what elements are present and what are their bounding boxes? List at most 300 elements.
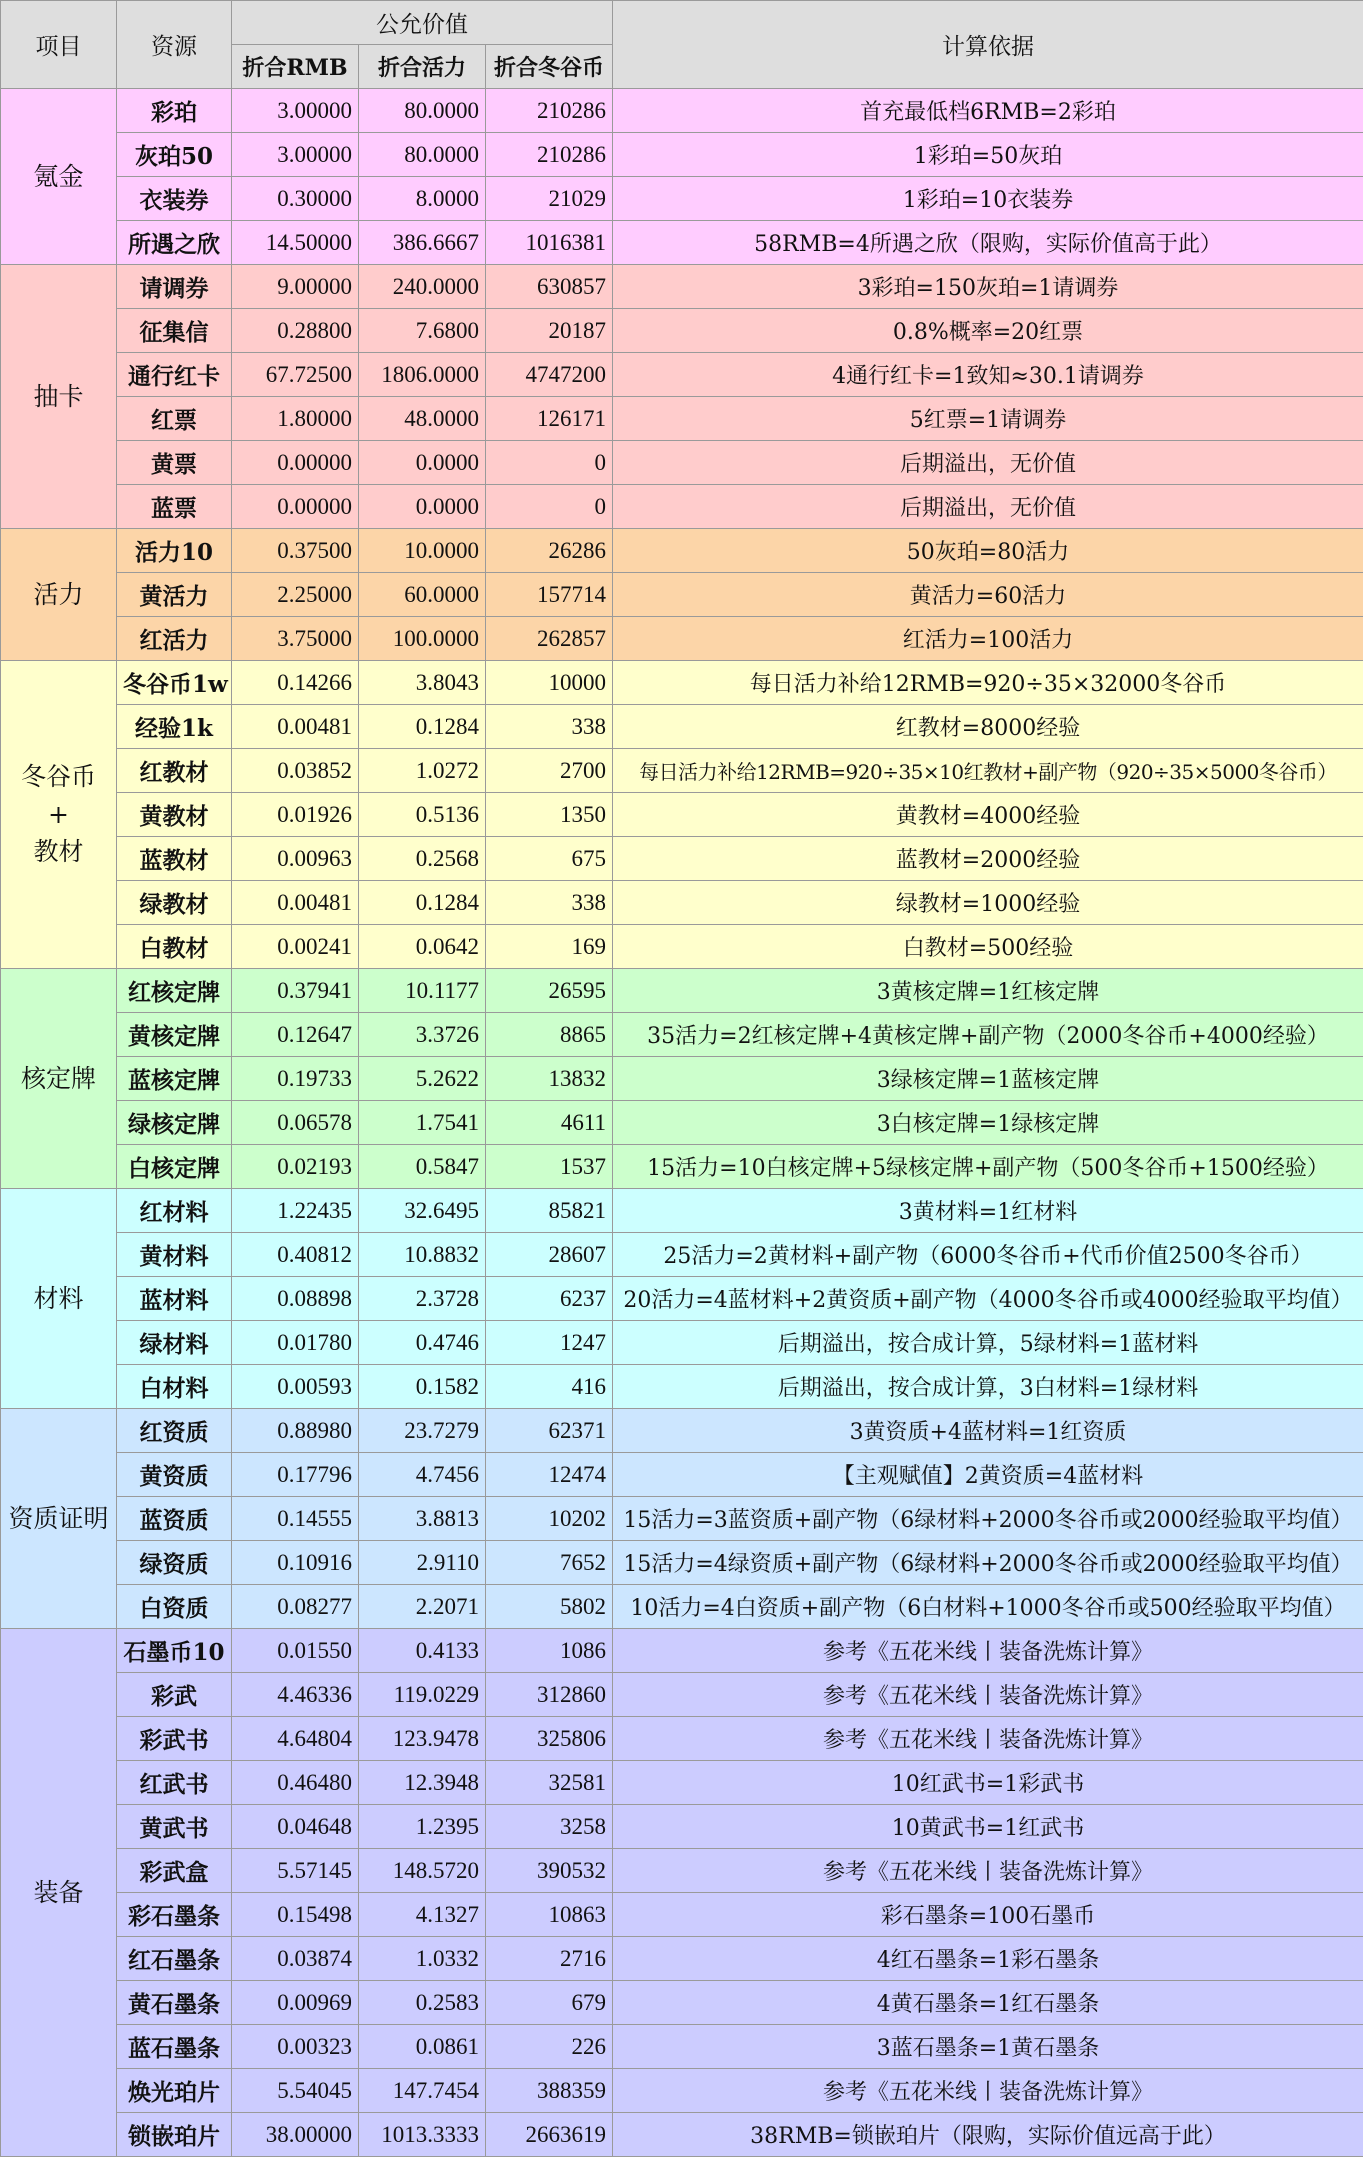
coin-value-cell: 210286 [486,89,613,133]
vitality-value-cell: 0.1284 [359,881,486,925]
coin-value-cell: 32581 [486,1761,613,1805]
vitality-value-cell: 148.5720 [359,1849,486,1893]
coin-value-cell: 126171 [486,397,613,441]
table-row [1,1937,1363,1981]
table-row [1,1321,1363,1365]
coin-value-cell: 85821 [486,1189,613,1233]
basis-cell: 0.8%概率=20红票 [613,309,1363,353]
rmb-value-cell: 0.10916 [232,1541,359,1585]
resource-name-cell: 黄武书 [117,1805,232,1849]
table-row [1,1585,1363,1629]
vitality-value-cell: 0.2568 [359,837,486,881]
vitality-value-cell: 3.8043 [359,661,486,705]
table-row [1,1981,1363,2025]
header-resource: 资源 [117,1,232,89]
vitality-value-cell: 240.0000 [359,265,486,309]
vitality-value-cell: 10.1177 [359,969,486,1013]
vitality-value-cell: 7.6800 [359,309,486,353]
coin-value-cell: 675 [486,837,613,881]
resource-name-cell: 蓝资质 [117,1497,232,1541]
rmb-value-cell: 3.00000 [232,89,359,133]
table-row [1,1453,1363,1497]
coin-value-cell: 26286 [486,529,613,573]
resource-name-cell: 石墨币10 [117,1629,232,1673]
table-row [1,1541,1363,1585]
rmb-value-cell: 0.08898 [232,1277,359,1321]
vitality-value-cell: 0.0861 [359,2025,486,2069]
basis-cell: 20活力=4蓝材料+2黄资质+副产物（4000冬谷币或4000经验取平均值） [613,1277,1363,1321]
coin-value-cell: 325806 [486,1717,613,1761]
basis-cell: 每日活力补给12RMB=920÷35×10红教材+副产物（920÷35×5000冬谷币） [613,749,1363,793]
table-row [1,485,1363,529]
resource-name-cell: 绿核定牌 [117,1101,232,1145]
vitality-value-cell: 1013.3333 [359,2113,486,2157]
resource-name-cell: 征集信 [117,309,232,353]
rmb-value-cell: 0.02193 [232,1145,359,1189]
basis-cell: 黄教材=4000经验 [613,793,1363,837]
rmb-value-cell: 0.01780 [232,1321,359,1365]
rmb-value-cell: 14.50000 [232,221,359,265]
vitality-value-cell: 10.0000 [359,529,486,573]
table-row [1,1189,1363,1233]
coin-value-cell: 1537 [486,1145,613,1189]
coin-value-cell: 416 [486,1365,613,1409]
category-cell [1,661,117,969]
resource-name-cell: 灰珀50 [117,133,232,177]
rmb-value-cell: 5.54045 [232,2069,359,2113]
category-line: 冬谷币 [20,762,96,792]
rmb-value-cell: 3.00000 [232,133,359,177]
basis-cell: 黄活力=60活力 [613,573,1363,617]
rmb-value-cell: 0.04648 [232,1805,359,1849]
resource-name-cell: 焕光珀片 [117,2069,232,2113]
basis-cell: 4黄石墨条=1红石墨条 [613,1981,1363,2025]
coin-value-cell: 12474 [486,1453,613,1497]
coin-value-cell: 226 [486,2025,613,2069]
coin-value-cell: 21029 [486,177,613,221]
table-row [1,749,1363,793]
coin-value-cell: 0 [486,441,613,485]
header-fair-value: 公允价值 [232,1,613,45]
rmb-value-cell: 0.37941 [232,969,359,1013]
rmb-value-cell: 4.64804 [232,1717,359,1761]
table-row [1,177,1363,221]
coin-value-cell: 3258 [486,1805,613,1849]
basis-cell: 绿教材=1000经验 [613,881,1363,925]
vitality-value-cell: 3.3726 [359,1013,486,1057]
resource-name-cell: 白核定牌 [117,1145,232,1189]
resource-name-cell: 蓝核定牌 [117,1057,232,1101]
rmb-value-cell: 3.75000 [232,617,359,661]
basis-cell: 红活力=100活力 [613,617,1363,661]
vitality-value-cell: 0.2583 [359,1981,486,2025]
table-row [1,1849,1363,1893]
resource-name-cell: 绿资质 [117,1541,232,1585]
rmb-value-cell: 0.40812 [232,1233,359,1277]
resource-name-cell: 冬谷币1w [117,661,232,705]
resource-name-cell: 所遇之欣 [117,221,232,265]
basis-cell: 后期溢出，无价值 [613,441,1363,485]
vitality-value-cell: 5.2622 [359,1057,486,1101]
rmb-value-cell: 0.30000 [232,177,359,221]
basis-cell: 15活力=10白核定牌+5绿核定牌+副产物（500冬谷币+1500经验） [613,1145,1363,1189]
category-cell: 装备 [1,1629,117,2157]
vitality-value-cell: 0.5136 [359,793,486,837]
table-row [1,265,1363,309]
basis-cell: 参考《五花米线丨装备洗炼计算》 [613,1673,1363,1717]
coin-value-cell: 312860 [486,1673,613,1717]
rmb-value-cell: 2.25000 [232,573,359,617]
vitality-value-cell: 0.0000 [359,485,486,529]
resource-name-cell: 彩珀 [117,89,232,133]
resource-name-cell: 经验1k [117,705,232,749]
basis-cell: 3彩珀=150灰珀=1请调券 [613,265,1363,309]
rmb-value-cell: 67.72500 [232,353,359,397]
basis-cell: 38RMB=锁嵌珀片（限购，实际价值远高于此） [613,2113,1363,2157]
vitality-value-cell: 0.4133 [359,1629,486,1673]
resource-name-cell: 蓝教材 [117,837,232,881]
table-row [1,1761,1363,1805]
table-row [1,1101,1363,1145]
table-row [1,705,1363,749]
rmb-value-cell: 0.28800 [232,309,359,353]
basis-cell: 10黄武书=1红武书 [613,1805,1363,1849]
vitality-value-cell: 100.0000 [359,617,486,661]
rmb-value-cell: 0.00241 [232,925,359,969]
table-row [1,1805,1363,1849]
coin-value-cell: 2700 [486,749,613,793]
coin-value-cell: 210286 [486,133,613,177]
vitality-value-cell: 2.3728 [359,1277,486,1321]
coin-value-cell: 10000 [486,661,613,705]
coin-value-cell: 8865 [486,1013,613,1057]
table-row [1,793,1363,837]
rmb-value-cell: 5.57145 [232,1849,359,1893]
resource-name-cell: 白材料 [117,1365,232,1409]
vitality-value-cell: 1806.0000 [359,353,486,397]
vitality-value-cell: 10.8832 [359,1233,486,1277]
basis-cell: 50灰珀=80活力 [613,529,1363,573]
resource-name-cell: 请调券 [117,265,232,309]
rmb-value-cell: 0.08277 [232,1585,359,1629]
rmb-value-cell: 0.03852 [232,749,359,793]
vitality-value-cell: 3.8813 [359,1497,486,1541]
basis-cell: 15活力=4绿资质+副产物（6绿材料+2000冬谷币或2000经验取平均值） [613,1541,1363,1585]
rmb-value-cell: 4.46336 [232,1673,359,1717]
rmb-value-cell: 0.00481 [232,881,359,925]
vitality-value-cell: 0.5847 [359,1145,486,1189]
resource-name-cell: 红核定牌 [117,969,232,1013]
resource-name-cell: 红石墨条 [117,1937,232,1981]
coin-value-cell: 169 [486,925,613,969]
header-item: 项目 [1,1,117,89]
basis-cell: 参考《五花米线丨装备洗炼计算》 [613,1629,1363,1673]
coin-value-cell: 0 [486,485,613,529]
coin-value-cell: 1016381 [486,221,613,265]
resource-name-cell: 通行红卡 [117,353,232,397]
table-row [1,2069,1363,2113]
vitality-value-cell: 0.0000 [359,441,486,485]
coin-value-cell: 630857 [486,265,613,309]
rmb-value-cell: 38.00000 [232,2113,359,2157]
table-row [1,881,1363,925]
coin-value-cell: 13832 [486,1057,613,1101]
rmb-value-cell: 0.00963 [232,837,359,881]
resource-name-cell: 黄教材 [117,793,232,837]
vitality-value-cell: 2.9110 [359,1541,486,1585]
table-row [1,1409,1363,1453]
vitality-value-cell: 123.9478 [359,1717,486,1761]
coin-value-cell: 4611 [486,1101,613,1145]
coin-value-cell: 157714 [486,573,613,617]
vitality-value-cell: 12.3948 [359,1761,486,1805]
vitality-value-cell: 2.2071 [359,1585,486,1629]
rmb-value-cell: 0.06578 [232,1101,359,1145]
table-row [1,1673,1363,1717]
table-row [1,617,1363,661]
resource-name-cell: 蓝材料 [117,1277,232,1321]
resource-name-cell: 彩武书 [117,1717,232,1761]
basis-cell: 参考《五花米线丨装备洗炼计算》 [613,1849,1363,1893]
rmb-value-cell: 0.15498 [232,1893,359,1937]
basis-cell: 后期溢出，按合成计算，5绿材料=1蓝材料 [613,1321,1363,1365]
resource-name-cell: 绿材料 [117,1321,232,1365]
vitality-value-cell: 4.1327 [359,1893,486,1937]
basis-cell: 3绿核定牌=1蓝核定牌 [613,1057,1363,1101]
basis-cell: 1彩珀=10衣装券 [613,177,1363,221]
resource-name-cell: 黄活力 [117,573,232,617]
coin-value-cell: 20187 [486,309,613,353]
coin-value-cell: 4747200 [486,353,613,397]
table-row [1,969,1363,1013]
rmb-value-cell: 0.88980 [232,1409,359,1453]
resource-name-cell: 红票 [117,397,232,441]
coin-value-cell: 1086 [486,1629,613,1673]
table-row [1,1277,1363,1321]
vitality-value-cell: 1.2395 [359,1805,486,1849]
table-row [1,2025,1363,2069]
table-row [1,1233,1363,1277]
table-row [1,529,1363,573]
vitality-value-cell: 23.7279 [359,1409,486,1453]
coin-value-cell: 262857 [486,617,613,661]
coin-value-cell: 5802 [486,1585,613,1629]
vitality-value-cell: 0.0642 [359,925,486,969]
category-cell: 抽卡 [1,265,117,529]
vitality-value-cell: 0.1582 [359,1365,486,1409]
resource-name-cell: 红活力 [117,617,232,661]
basis-cell: 彩石墨条=100石墨币 [613,1893,1363,1937]
header-vitality: 折合活力 [359,45,486,89]
rmb-value-cell: 0.37500 [232,529,359,573]
coin-value-cell: 338 [486,705,613,749]
category-cell: 活力 [1,529,117,661]
vitality-value-cell: 1.0332 [359,1937,486,1981]
rmb-value-cell: 0.14555 [232,1497,359,1541]
rmb-value-cell: 0.46480 [232,1761,359,1805]
vitality-value-cell: 386.6667 [359,221,486,265]
resource-name-cell: 黄核定牌 [117,1013,232,1057]
basis-cell: 3黄资质+4蓝材料=1红资质 [613,1409,1363,1453]
basis-cell: 3蓝石墨条=1黄石墨条 [613,2025,1363,2069]
category-cell: 氪金 [1,89,117,265]
basis-cell: 白教材=500经验 [613,925,1363,969]
basis-cell: 10红武书=1彩武书 [613,1761,1363,1805]
vitality-value-cell: 80.0000 [359,133,486,177]
vitality-value-cell: 80.0000 [359,89,486,133]
basis-cell: 参考《五花米线丨装备洗炼计算》 [613,1717,1363,1761]
coin-value-cell: 679 [486,1981,613,2025]
basis-cell: 4通行红卡=1致知≈30.1请调券 [613,353,1363,397]
basis-cell: 58RMB=4所遇之欣（限购，实际价值高于此） [613,221,1363,265]
coin-value-cell: 1350 [486,793,613,837]
category-line: 教材 [33,837,84,867]
table-row [1,1893,1363,1937]
coin-value-cell: 2716 [486,1937,613,1981]
rmb-value-cell: 9.00000 [232,265,359,309]
resource-name-cell: 黄票 [117,441,232,485]
table-row [1,1145,1363,1189]
resource-name-cell: 白教材 [117,925,232,969]
vitality-value-cell: 1.7541 [359,1101,486,1145]
header-rmb: 折合RMB [232,45,359,89]
vitality-value-cell: 4.7456 [359,1453,486,1497]
rmb-value-cell: 0.01550 [232,1629,359,1673]
coin-value-cell: 338 [486,881,613,925]
rmb-value-cell: 0.12647 [232,1013,359,1057]
table-row [1,397,1363,441]
table-row [1,441,1363,485]
basis-cell: 后期溢出，无价值 [613,485,1363,529]
coin-value-cell: 2663619 [486,2113,613,2157]
rmb-value-cell: 0.00481 [232,705,359,749]
table-row [1,89,1363,133]
resource-name-cell: 黄材料 [117,1233,232,1277]
coin-value-cell: 26595 [486,969,613,1013]
basis-cell: 红教材=8000经验 [613,705,1363,749]
header-coin: 折合冬谷币 [486,45,613,89]
resource-name-cell: 衣装券 [117,177,232,221]
category-cell: 资质证明 [1,1409,117,1629]
basis-cell: 3白核定牌=1绿核定牌 [613,1101,1363,1145]
basis-cell: 4红石墨条=1彩石墨条 [613,1937,1363,1981]
resource-name-cell: 彩石墨条 [117,1893,232,1937]
basis-cell: 首充最低档6RMB=2彩珀 [613,89,1363,133]
rmb-value-cell: 0.01926 [232,793,359,837]
vitality-value-cell: 0.4746 [359,1321,486,1365]
rmb-value-cell: 0.17796 [232,1453,359,1497]
resource-name-cell: 红教材 [117,749,232,793]
table-row [1,309,1363,353]
basis-cell: 蓝教材=2000经验 [613,837,1363,881]
table-row [1,1717,1363,1761]
vitality-value-cell: 32.6495 [359,1189,486,1233]
resource-name-cell: 绿教材 [117,881,232,925]
vitality-value-cell: 8.0000 [359,177,486,221]
basis-cell: 3黄核定牌=1红核定牌 [613,969,1363,1013]
rmb-value-cell: 0.00593 [232,1365,359,1409]
category-cell: 材料 [1,1189,117,1409]
coin-value-cell: 390532 [486,1849,613,1893]
basis-cell: 后期溢出，按合成计算，3白材料=1绿材料 [613,1365,1363,1409]
coin-value-cell: 388359 [486,2069,613,2113]
basis-cell: 参考《五花米线丨装备洗炼计算》 [613,2069,1363,2113]
category-line: + [48,799,69,829]
coin-value-cell: 28607 [486,1233,613,1277]
basis-cell: 35活力=2红核定牌+4黄核定牌+副产物（2000冬谷币+4000经验） [613,1013,1363,1057]
table-row [1,1057,1363,1101]
table-row [1,1497,1363,1541]
vitality-value-cell: 60.0000 [359,573,486,617]
basis-cell: 10活力=4白资质+副产物（6白材料+1000冬谷币或500经验取平均值） [613,1585,1363,1629]
rmb-value-cell: 0.14266 [232,661,359,705]
table-body [1,89,1363,2157]
table-row [1,133,1363,177]
vitality-value-cell: 119.0229 [359,1673,486,1717]
basis-cell: 25活力=2黄材料+副产物（6000冬谷币+代币价值2500冬谷币） [613,1233,1363,1277]
basis-cell: 3黄材料=1红材料 [613,1189,1363,1233]
coin-value-cell: 7652 [486,1541,613,1585]
rmb-value-cell: 0.00969 [232,1981,359,2025]
basis-cell: 15活力=3蓝资质+副产物（6绿材料+2000冬谷币或2000经验取平均值） [613,1497,1363,1541]
vitality-value-cell: 1.0272 [359,749,486,793]
basis-cell: 【主观赋值】2黄资质=4蓝材料 [613,1453,1363,1497]
resource-name-cell: 黄资质 [117,1453,232,1497]
coin-value-cell: 10202 [486,1497,613,1541]
rmb-value-cell: 0.00000 [232,485,359,529]
basis-cell: 5红票=1请调券 [613,397,1363,441]
resource-name-cell: 蓝票 [117,485,232,529]
table-row [1,221,1363,265]
rmb-value-cell: 0.00000 [232,441,359,485]
resource-name-cell: 黄石墨条 [117,1981,232,2025]
category-cell: 核定牌 [1,969,117,1189]
vitality-value-cell: 48.0000 [359,397,486,441]
resource-name-cell: 锁嵌珀片 [117,2113,232,2157]
table-row [1,837,1363,881]
rmb-value-cell: 1.80000 [232,397,359,441]
table-row [1,925,1363,969]
resource-name-cell: 白资质 [117,1585,232,1629]
resource-name-cell: 蓝石墨条 [117,2025,232,2069]
resource-name-cell: 彩武 [117,1673,232,1717]
table-row [1,661,1363,705]
resource-name-cell: 红材料 [117,1189,232,1233]
rmb-value-cell: 0.19733 [232,1057,359,1101]
table-row [1,1629,1363,1673]
vitality-value-cell: 0.1284 [359,705,486,749]
coin-value-cell: 1247 [486,1321,613,1365]
basis-cell: 1彩珀=50灰珀 [613,133,1363,177]
table-row [1,1013,1363,1057]
resource-name-cell: 红资质 [117,1409,232,1453]
resource-name-cell: 彩武盒 [117,1849,232,1893]
coin-value-cell: 6237 [486,1277,613,1321]
header-basis: 计算依据 [613,1,1363,89]
table-row [1,1365,1363,1409]
table-row [1,2113,1363,2157]
rmb-value-cell: 0.00323 [232,2025,359,2069]
resource-name-cell: 活力10 [117,529,232,573]
rmb-value-cell: 0.03874 [232,1937,359,1981]
coin-value-cell: 10863 [486,1893,613,1937]
table-row [1,353,1363,397]
rmb-value-cell: 1.22435 [232,1189,359,1233]
resource-name-cell: 红武书 [117,1761,232,1805]
header-row-top [1,1,1363,45]
table-row [1,573,1363,617]
coin-value-cell: 62371 [486,1409,613,1453]
